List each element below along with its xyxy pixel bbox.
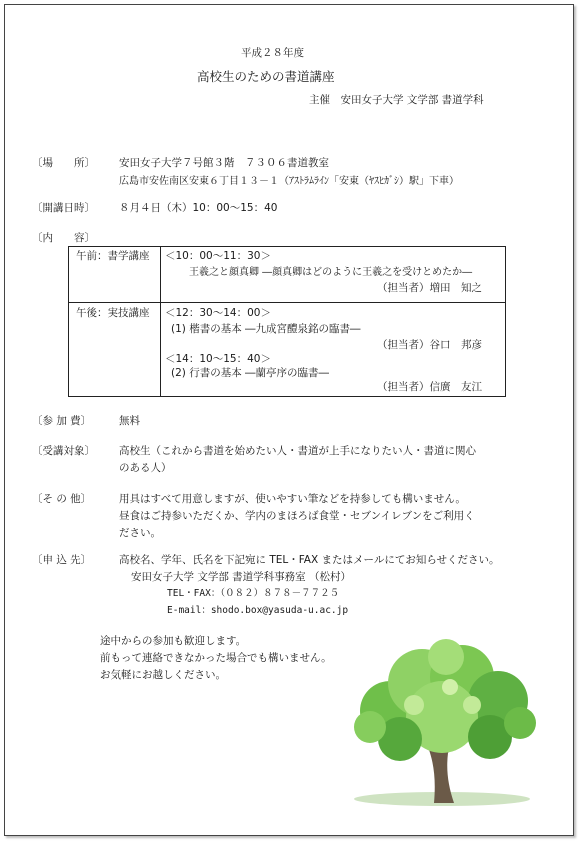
date-label: 〔開講日時〕 (32, 202, 95, 214)
table-divider-vertical (160, 247, 161, 396)
apply-office: 安田女子大学 文学部 書道学科事務室 （松村） (131, 571, 352, 583)
afternoon-time-2: ＜14：10～15：40＞ (165, 353, 271, 365)
note-line-1: 途中からの参加も歓迎します。 (100, 635, 247, 647)
other-line3: ださい。 (119, 527, 161, 539)
contents-label: 〔内 容〕 (32, 232, 95, 244)
tree-illustration (330, 635, 550, 815)
page-title: 高校生のための書道講座 (197, 69, 335, 84)
afternoon-heading: 午後：実技講座 (76, 307, 150, 319)
other-line1: 用具はすべて用意しますが、使いやすい筆などを持参しても構いません。 (119, 493, 466, 505)
sponsor-line: 主催 安田女子大学 文学部 書道学科 (309, 94, 484, 106)
apply-line1: 高校名、学年、氏名を下記宛に TEL・FAX またはメールにてお知らせください。 (119, 554, 500, 566)
fee-label: 〔参 加 費〕 (32, 415, 92, 427)
morning-topic: 王羲之と顔真卿 ―顔真卿はどのように王羲之を受けとめたか― (189, 267, 473, 278)
venue-line1: 安田女子大学７号館３階 ７３０６書道教室 (119, 157, 329, 169)
note-line-2: 前もって連絡できなかった場合でも構いません。 (100, 652, 332, 664)
other-label: 〔そ の 他〕 (32, 493, 92, 505)
schedule-table (68, 246, 506, 397)
fiscal-year: 平成２８年度 (241, 47, 304, 59)
afternoon-time-1: ＜12：30～14：00＞ (165, 307, 271, 319)
apply-label: 〔申 込 先〕 (32, 554, 92, 566)
afternoon-topic-1: (1) 楷書の基本 ―九成宮醴泉銘の臨書― (171, 323, 361, 335)
target-line2: のある人） (119, 462, 172, 474)
table-divider-horizontal (69, 302, 505, 303)
venue-line2: 広島市安佐南区安東６丁目１３－１（ｱｽﾄﾗﾑﾗｲﾝ「安東（ﾔｽﾋｶﾞｼ）駅」下車） (119, 176, 459, 187)
target-label: 〔受講対象〕 (32, 445, 95, 457)
apply-tel-fax: TEL・FAX：（０８２）８７８－７７２５ (167, 588, 340, 599)
apply-email: E-mail：shodo.box@yasuda-u.ac.jp (167, 605, 349, 616)
target-line1: 高校生（これから書道を始めたい人・書道が上手になりたい人・書道に関心 (119, 445, 476, 457)
afternoon-topic-2: (2) 行書の基本 ―蘭亭序の臨書― (171, 367, 330, 379)
flyer-page (4, 4, 574, 836)
afternoon-lecturer-2: （担当者）信廣 友江 (377, 381, 482, 393)
morning-lecturer: （担当者）増田 知之 (377, 282, 482, 294)
date-value: ８月４日（木）10：00～15：40 (119, 202, 278, 214)
other-line2: 昼食はご持参いただくか、学内のまほろば食堂・セブンイレブンをご利用く (119, 510, 475, 522)
afternoon-lecturer-1: （担当者）谷口 邦彦 (377, 339, 482, 351)
note-line-3: お気軽にお越しください。 (100, 669, 226, 681)
morning-time: ＜10：00～11：30＞ (165, 250, 271, 262)
fee-value: 無料 (119, 415, 140, 427)
morning-heading: 午前：書学講座 (76, 250, 150, 262)
venue-label: 〔場 所〕 (32, 157, 95, 169)
tree-canopy (354, 639, 536, 761)
